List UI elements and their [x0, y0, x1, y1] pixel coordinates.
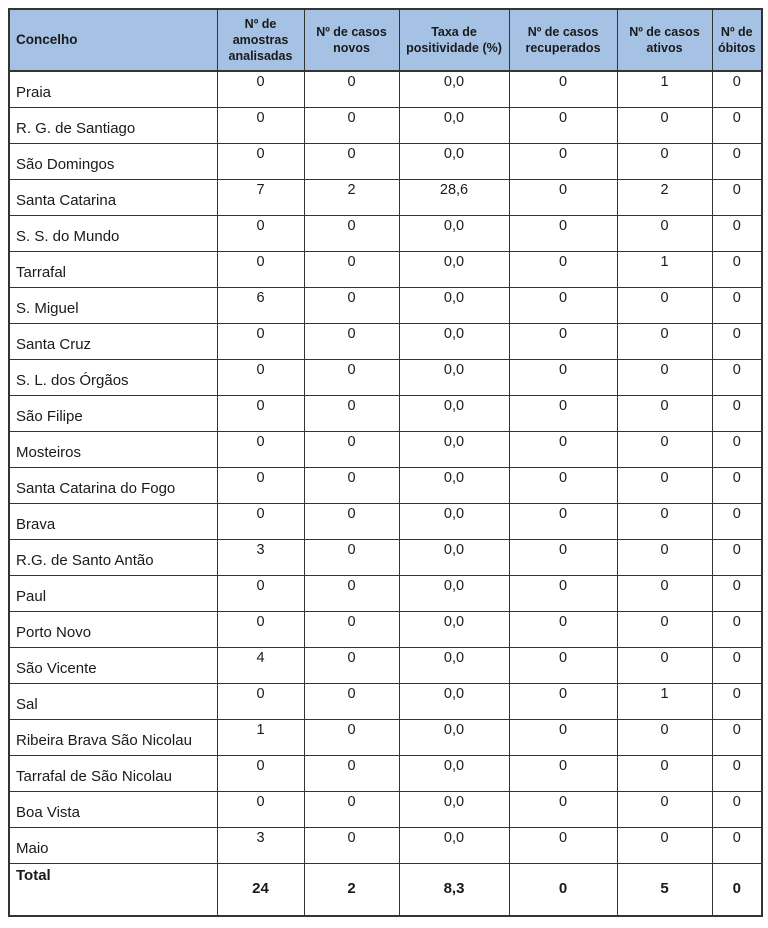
value-cell: 0: [509, 827, 617, 863]
table-row: [9, 791, 762, 827]
value-cell: 1: [617, 251, 712, 287]
concelho-cell: Maio: [9, 827, 217, 863]
table-row: [9, 575, 762, 611]
value-cell: 0: [509, 575, 617, 611]
table-row: [9, 683, 762, 719]
value-cell: 0: [304, 143, 399, 179]
value-cell: 0: [509, 539, 617, 575]
value-cell: 0: [509, 251, 617, 287]
value-cell: 0: [509, 359, 617, 395]
value-cell: 0: [217, 71, 304, 107]
value-cell: 0,0: [399, 107, 509, 143]
value-cell: 7: [217, 179, 304, 215]
column-header-6: Nº de óbitos: [712, 9, 762, 71]
table-row: [9, 827, 762, 863]
total-value-cell: 8,3: [399, 863, 509, 916]
table-row: [9, 215, 762, 251]
value-cell: 0: [509, 179, 617, 215]
concelho-cell: Santa Catarina: [9, 179, 217, 215]
total-value-cell: 2: [304, 863, 399, 916]
value-cell: 1: [617, 71, 712, 107]
concelho-cell: S. L. dos Órgãos: [9, 359, 217, 395]
value-cell: 0: [217, 467, 304, 503]
value-cell: 0,0: [399, 143, 509, 179]
value-cell: 0: [509, 323, 617, 359]
value-cell: 0: [712, 575, 762, 611]
value-cell: 0: [617, 359, 712, 395]
value-cell: 0,0: [399, 251, 509, 287]
total-row: [9, 863, 762, 916]
value-cell: 0: [712, 71, 762, 107]
column-header-0: Concelho: [9, 9, 217, 71]
table-row: [9, 323, 762, 359]
column-header-2: Nº de casos novos: [304, 9, 399, 71]
value-cell: 0: [617, 107, 712, 143]
value-cell: 0: [509, 143, 617, 179]
concelho-cell: R. G. de Santiago: [9, 107, 217, 143]
value-cell: 0: [617, 143, 712, 179]
value-cell: 0: [617, 431, 712, 467]
value-cell: 0,0: [399, 755, 509, 791]
value-cell: 0,0: [399, 431, 509, 467]
value-cell: 0: [712, 503, 762, 539]
value-cell: 0: [712, 179, 762, 215]
header-row: [9, 9, 762, 71]
value-cell: 0: [712, 683, 762, 719]
value-cell: 0: [617, 467, 712, 503]
value-cell: 0: [304, 503, 399, 539]
value-cell: 0: [617, 647, 712, 683]
table-row: [9, 287, 762, 323]
value-cell: 0: [617, 503, 712, 539]
value-cell: 0: [617, 539, 712, 575]
value-cell: 0: [712, 647, 762, 683]
total-value-cell: 0: [712, 863, 762, 916]
value-cell: 0: [712, 827, 762, 863]
value-cell: 0,0: [399, 791, 509, 827]
table-row: [9, 647, 762, 683]
value-cell: 0: [509, 611, 617, 647]
concelho-cell: Santa Cruz: [9, 323, 217, 359]
table-row: [9, 143, 762, 179]
total-label-cell: Total: [9, 863, 217, 916]
total-value-cell: 0: [509, 863, 617, 916]
concelho-cell: S. Miguel: [9, 287, 217, 323]
value-cell: 0: [712, 143, 762, 179]
value-cell: 0: [509, 791, 617, 827]
value-cell: 0: [509, 215, 617, 251]
value-cell: 0,0: [399, 323, 509, 359]
table-row: [9, 467, 762, 503]
value-cell: 0: [304, 395, 399, 431]
concelho-cell: Ribeira Brava São Nicolau: [9, 719, 217, 755]
value-cell: 0: [509, 395, 617, 431]
value-cell: 3: [217, 539, 304, 575]
value-cell: 0: [217, 575, 304, 611]
column-header-3: Taxa de positividade (%): [399, 9, 509, 71]
value-cell: 0,0: [399, 287, 509, 323]
value-cell: 0: [712, 287, 762, 323]
value-cell: 0: [509, 431, 617, 467]
concelho-cell: Tarrafal de São Nicolau: [9, 755, 217, 791]
value-cell: 0: [304, 791, 399, 827]
concelho-cell: Boa Vista: [9, 791, 217, 827]
value-cell: 0: [304, 359, 399, 395]
value-cell: 0,0: [399, 683, 509, 719]
value-cell: 0: [217, 143, 304, 179]
value-cell: 0: [617, 827, 712, 863]
table-row: [9, 107, 762, 143]
value-cell: 0,0: [399, 827, 509, 863]
value-cell: 0: [712, 431, 762, 467]
table-body: [9, 71, 762, 916]
value-cell: 0: [509, 467, 617, 503]
value-cell: 2: [304, 179, 399, 215]
value-cell: 0: [617, 575, 712, 611]
value-cell: 0: [217, 323, 304, 359]
concelho-cell: R.G. de Santo Antão: [9, 539, 217, 575]
value-cell: 0: [304, 755, 399, 791]
concelho-cell: Mosteiros: [9, 431, 217, 467]
value-cell: 0: [509, 683, 617, 719]
value-cell: 0: [217, 107, 304, 143]
concelho-cell: Santa Catarina do Fogo: [9, 467, 217, 503]
column-header-5: Nº de casos ativos: [617, 9, 712, 71]
concelho-cell: Brava: [9, 503, 217, 539]
value-cell: 0: [304, 215, 399, 251]
table-row: [9, 503, 762, 539]
value-cell: 0: [712, 467, 762, 503]
value-cell: 0: [509, 755, 617, 791]
table-row: [9, 71, 762, 107]
value-cell: 0,0: [399, 647, 509, 683]
value-cell: 0: [304, 71, 399, 107]
column-header-1: Nº de amostras analisadas: [217, 9, 304, 71]
value-cell: 0: [217, 683, 304, 719]
value-cell: 3: [217, 827, 304, 863]
value-cell: 0: [712, 215, 762, 251]
value-cell: 0: [617, 215, 712, 251]
concelho-cell: São Filipe: [9, 395, 217, 431]
table-row: [9, 431, 762, 467]
value-cell: 0: [617, 611, 712, 647]
value-cell: 0,0: [399, 611, 509, 647]
value-cell: 0: [509, 647, 617, 683]
value-cell: 0: [712, 791, 762, 827]
value-cell: 0: [617, 755, 712, 791]
value-cell: 0: [304, 287, 399, 323]
value-cell: 4: [217, 647, 304, 683]
covid-concelho-table: [8, 8, 763, 917]
value-cell: 0: [509, 71, 617, 107]
value-cell: 0: [712, 251, 762, 287]
table-header: [9, 9, 762, 71]
value-cell: 0: [304, 719, 399, 755]
value-cell: 0: [304, 539, 399, 575]
value-cell: 0: [217, 215, 304, 251]
value-cell: 0: [217, 359, 304, 395]
table-row: [9, 719, 762, 755]
value-cell: 0: [509, 719, 617, 755]
table-row: [9, 611, 762, 647]
value-cell: 2: [617, 179, 712, 215]
value-cell: 0: [712, 107, 762, 143]
value-cell: 0,0: [399, 71, 509, 107]
value-cell: 0,0: [399, 215, 509, 251]
table-row: [9, 359, 762, 395]
concelho-cell: São Vicente: [9, 647, 217, 683]
value-cell: 0: [304, 575, 399, 611]
value-cell: 0: [509, 107, 617, 143]
value-cell: 0,0: [399, 467, 509, 503]
value-cell: 0: [304, 647, 399, 683]
table-row: [9, 755, 762, 791]
value-cell: 0,0: [399, 359, 509, 395]
value-cell: 0,0: [399, 395, 509, 431]
value-cell: 0: [304, 467, 399, 503]
value-cell: 0: [217, 431, 304, 467]
value-cell: 0,0: [399, 575, 509, 611]
value-cell: 1: [617, 683, 712, 719]
value-cell: 0: [712, 323, 762, 359]
value-cell: 0: [712, 611, 762, 647]
value-cell: 0: [217, 791, 304, 827]
value-cell: 0: [304, 431, 399, 467]
total-value-cell: 24: [217, 863, 304, 916]
value-cell: 0,0: [399, 503, 509, 539]
value-cell: 0: [712, 719, 762, 755]
value-cell: 0: [304, 251, 399, 287]
value-cell: 0: [304, 107, 399, 143]
concelho-cell: Sal: [9, 683, 217, 719]
value-cell: 0: [304, 827, 399, 863]
table-row: [9, 251, 762, 287]
value-cell: 0: [712, 395, 762, 431]
value-cell: 0: [617, 287, 712, 323]
total-value-cell: 5: [617, 863, 712, 916]
column-header-4: Nº de casos recuperados: [509, 9, 617, 71]
value-cell: 1: [217, 719, 304, 755]
value-cell: 0: [217, 395, 304, 431]
value-cell: 0: [712, 539, 762, 575]
value-cell: 0: [217, 755, 304, 791]
value-cell: 0: [617, 791, 712, 827]
value-cell: 0,0: [399, 719, 509, 755]
concelho-cell: Tarrafal: [9, 251, 217, 287]
value-cell: 0: [304, 323, 399, 359]
table-row: [9, 179, 762, 215]
value-cell: 0: [217, 251, 304, 287]
value-cell: 0: [617, 719, 712, 755]
concelho-cell: Praia: [9, 71, 217, 107]
value-cell: 0: [617, 323, 712, 359]
value-cell: 0: [304, 683, 399, 719]
concelho-cell: Porto Novo: [9, 611, 217, 647]
value-cell: 0: [217, 611, 304, 647]
value-cell: 0: [304, 611, 399, 647]
concelho-cell: São Domingos: [9, 143, 217, 179]
concelho-cell: S. S. do Mundo: [9, 215, 217, 251]
value-cell: 0: [217, 503, 304, 539]
value-cell: 0: [712, 359, 762, 395]
value-cell: 6: [217, 287, 304, 323]
table-row: [9, 539, 762, 575]
value-cell: 0: [509, 287, 617, 323]
value-cell: 28,6: [399, 179, 509, 215]
table-row: [9, 395, 762, 431]
value-cell: 0,0: [399, 539, 509, 575]
concelho-cell: Paul: [9, 575, 217, 611]
value-cell: 0: [617, 395, 712, 431]
value-cell: 0: [712, 755, 762, 791]
value-cell: 0: [509, 503, 617, 539]
